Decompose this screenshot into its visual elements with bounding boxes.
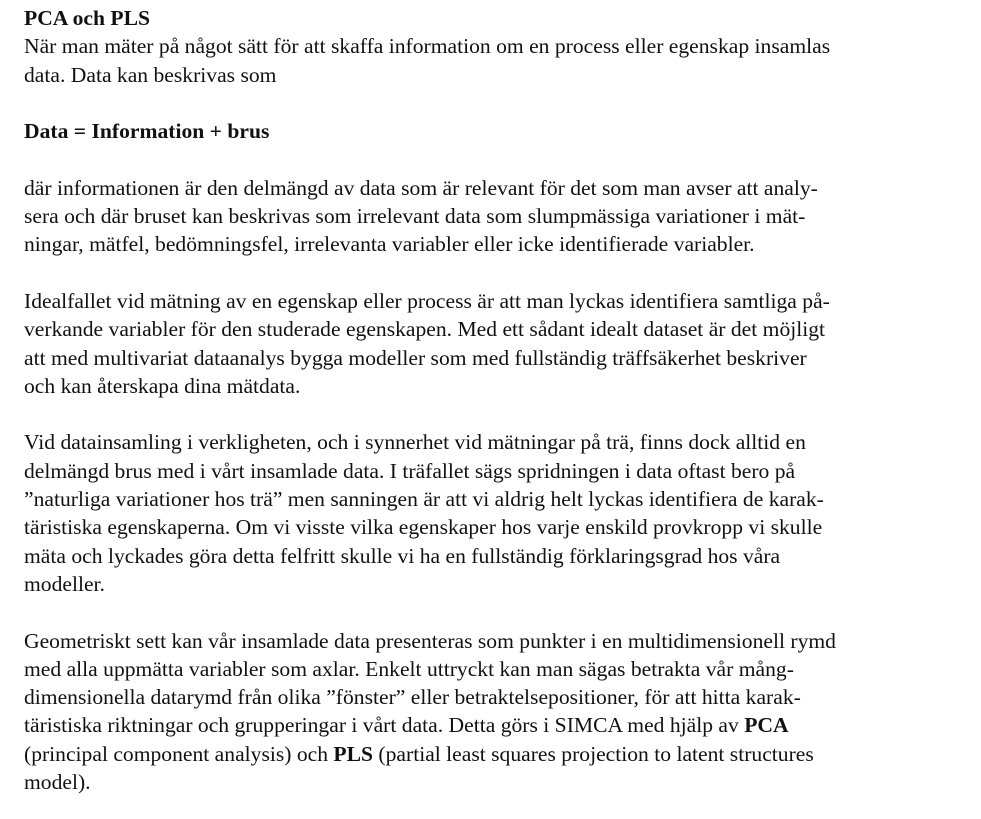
paragraph-line: Vid datainsamling i verkligheten, och i synnerhet vid mätningar på trä, finns dock alltid en [24, 430, 806, 455]
intro-line: data. Data kan beskrivas som [24, 62, 277, 87]
ideal-case-paragraph [24, 287, 974, 400]
line-text: (principal component analysis) och [24, 741, 334, 766]
paragraph-line: mäta och lyckades göra detta felfritt skulle vi ha en fullständig förklaringsgrad hos våra [24, 543, 781, 568]
intro-paragraph [24, 32, 974, 89]
paragraph-gap [24, 259, 974, 287]
paragraph-line: där informationen är den delmängd av data som är relevant för det som man avser att analy- [24, 175, 818, 200]
paragraph-line: Geometriskt sett kan vår insamlade data presenteras som punkter i en multidimensionell rymd [24, 628, 836, 653]
paragraph-line: model). [24, 770, 91, 795]
paragraph-line: och kan återskapa dina mätdata. [24, 373, 301, 398]
paragraph-line [24, 740, 974, 768]
paragraph-gap [24, 400, 974, 428]
equation-heading: Data = Information + brus [24, 119, 270, 144]
line-text: (partial least squares projection to latent structures [373, 741, 814, 766]
paragraph-line: verkande variabler för den studerade egenskapen. Med ett sådant idealt dataset är det möjligt [24, 317, 826, 342]
pca-term: PCA [744, 713, 789, 738]
paragraph-line: med alla uppmätta variabler som axlar. Enkelt uttryckt kan man sägas betrakta vår mång- [24, 656, 794, 681]
paragraph-line: ningar, mätfel, bedömningsfel, irrelevanta variabler eller icke identifierade variabler. [24, 232, 755, 257]
paragraph-line: ”naturliga variationer hos trä” men sanningen är att vi aldrig helt lyckas identifiera de karak- [24, 487, 824, 512]
geometry-paragraph [24, 627, 974, 797]
paragraph-line: dimensionella datarymd från olika ”fönster” eller betraktelsepositioner, för att hitta karak- [24, 685, 801, 710]
pls-term: PLS [333, 741, 374, 766]
intro-line: När man mäter på något sätt för att skaffa information om en process eller egenskap insamlas [24, 34, 831, 59]
paragraph-line: Idealfallet vid mätning av en egenskap eller process är att man lyckas identifiera samtliga på- [24, 288, 830, 313]
paragraph-line: att med multivariat dataanalys bygga modeller som med fullständig träffsäkerhet beskriver [24, 345, 807, 370]
paragraph-line: modeller. [24, 571, 105, 596]
definition-paragraph [24, 174, 974, 259]
paragraph-line: sera och där bruset kan beskrivas som irrelevant data som slumpmässiga variationer i mät- [24, 204, 806, 229]
reality-paragraph [24, 428, 974, 598]
paragraph-gap [24, 89, 974, 117]
line-text: täristiska riktningar och grupperingar i vårt data. Detta görs i SIMCA med hjälp av [24, 713, 745, 738]
paragraph-gap [24, 598, 974, 626]
paragraph-line [24, 711, 974, 739]
paragraph-line: täristiska egenskaperna. Om vi visste vilka egenskaper hos varje enskild provkropp vi skulle [24, 515, 823, 540]
document-page [24, 4, 974, 796]
paragraph-gap [24, 145, 974, 173]
paragraph-line: delmängd brus med i vårt insamlade data. I träfallet sägs spridningen i data oftast bero på [24, 458, 796, 483]
document-title: PCA och PLS [24, 6, 150, 30]
